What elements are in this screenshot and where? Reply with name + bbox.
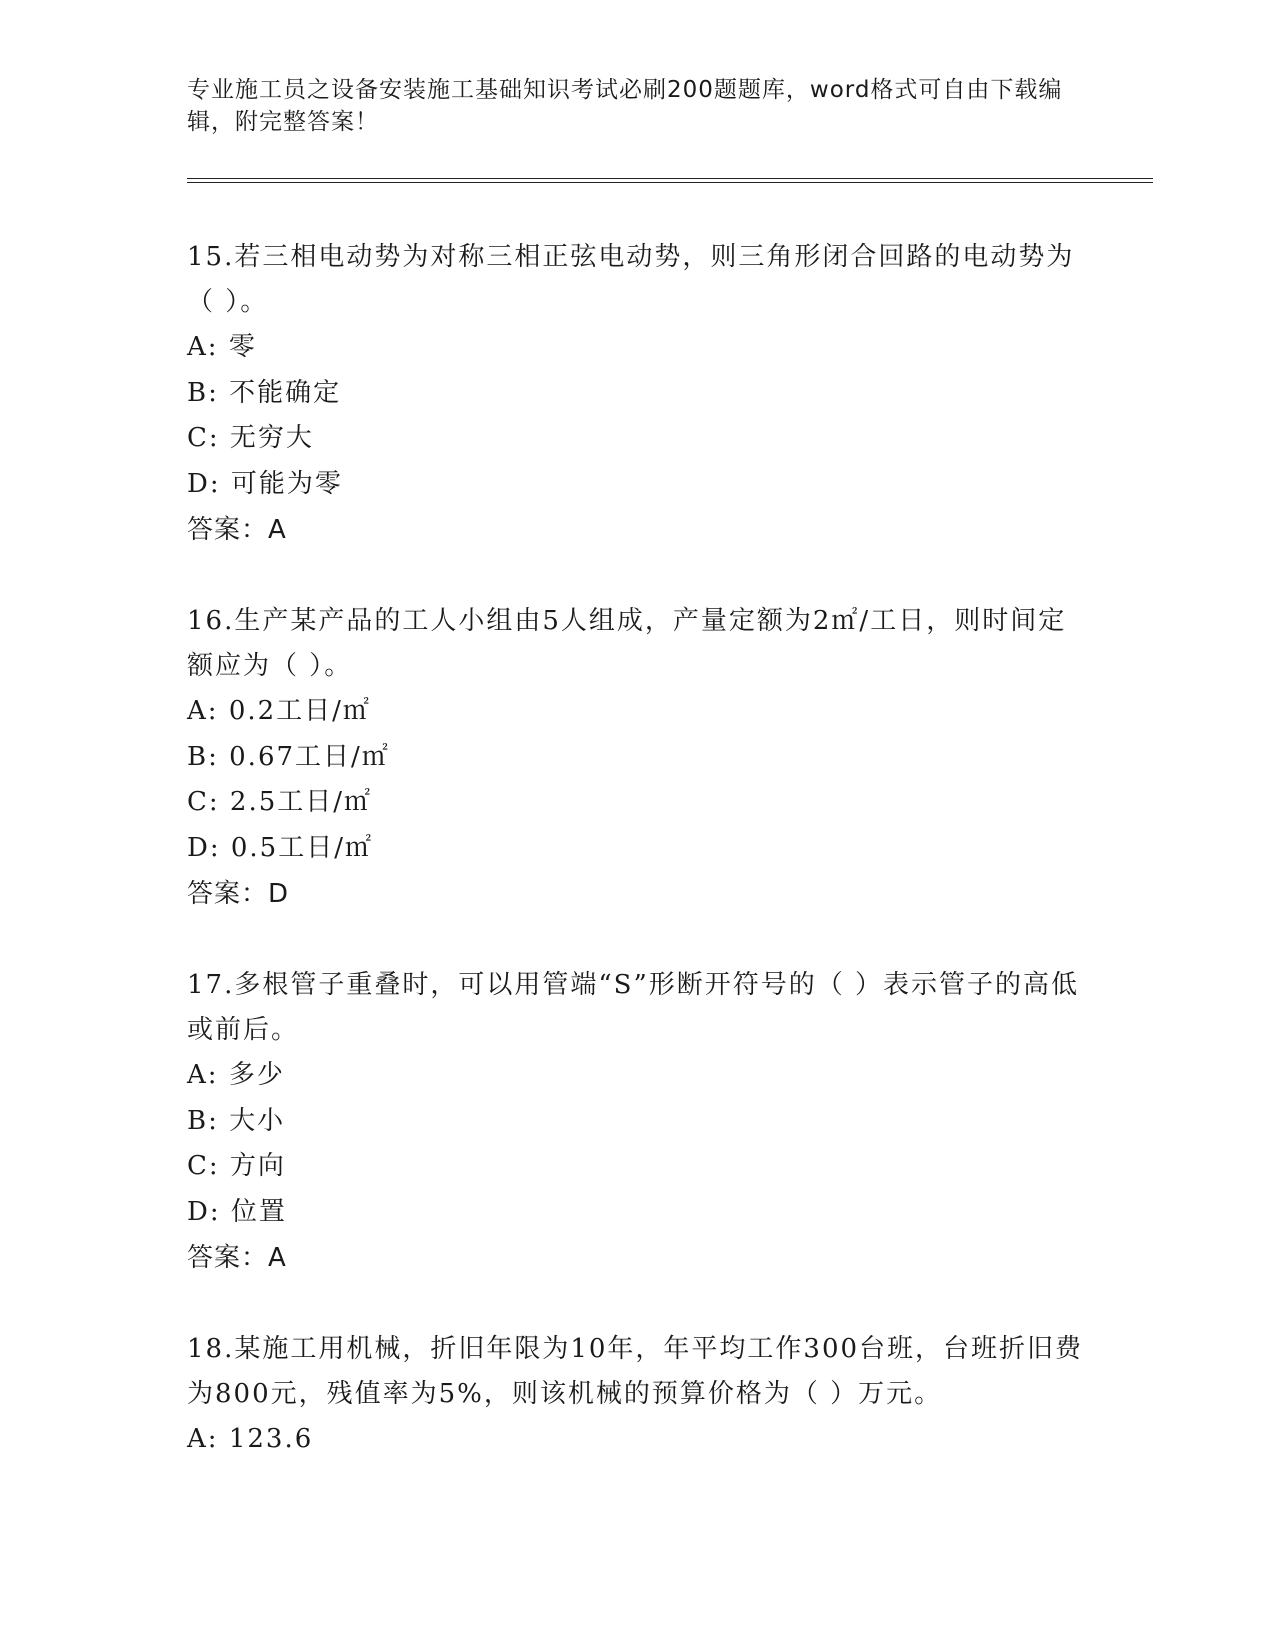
option-letter: B: bbox=[187, 377, 219, 408]
option-letter: D: bbox=[187, 468, 221, 499]
option-letter: D: bbox=[187, 1196, 221, 1227]
option-d bbox=[187, 1190, 1087, 1236]
option-text: 无穷大 bbox=[229, 423, 314, 453]
question-text: 18.某施工用机械，折旧年限为10年，年平均工作300台班，台班折旧费为800元，残值率为5%，则该机械的预算价格为（ ）万元。 bbox=[187, 1334, 1084, 1409]
option-letter: B: bbox=[187, 741, 219, 772]
option-letter: B: bbox=[187, 1105, 219, 1136]
option-letter: C: bbox=[187, 423, 220, 453]
option-b bbox=[187, 371, 1087, 417]
option-c bbox=[187, 416, 1087, 462]
option-letter: C: bbox=[187, 787, 220, 817]
option-c bbox=[187, 1144, 1087, 1190]
option-c bbox=[187, 780, 1087, 826]
option-b bbox=[187, 1099, 1087, 1145]
question-18 bbox=[187, 1327, 1087, 1463]
option-b bbox=[187, 735, 1087, 781]
option-a bbox=[187, 689, 1087, 735]
question-text: 15.若三相电动势为对称三相正弦电动势，则三角形闭合回路的电动势为（ ）。 bbox=[187, 242, 1075, 317]
answer-line: 答案：A bbox=[187, 1243, 287, 1273]
document-header: 专业施工员之设备安装施工基础知识考试必刷200题题库，word格式可自由下载编辑，附完整答案！ bbox=[187, 77, 1063, 135]
option-text: 0.5工日/㎡ bbox=[230, 832, 373, 863]
option-text: 不能确定 bbox=[229, 377, 342, 408]
question-text: 17.多根管子重叠时，可以用管端“S”形断开符号的（ ）表示管子的高低或前后。 bbox=[187, 970, 1080, 1045]
option-text: 方向 bbox=[229, 1151, 286, 1181]
option-letter: A: bbox=[187, 1060, 219, 1090]
option-d bbox=[187, 826, 1087, 872]
option-d bbox=[187, 462, 1087, 508]
option-text: 位置 bbox=[230, 1196, 287, 1227]
option-text: 大小 bbox=[229, 1105, 286, 1136]
question-text: 16.生产某产品的工人小组由5人组成，产量定额为2㎡/工日，则时间定额应为（ ）。 bbox=[187, 606, 1067, 681]
option-letter: D: bbox=[187, 832, 221, 863]
option-letter: A: bbox=[187, 696, 219, 726]
header-divider-bottom bbox=[187, 182, 1153, 183]
option-letter: A: bbox=[187, 1424, 219, 1454]
option-text: 123.6 bbox=[228, 1424, 314, 1454]
question-17 bbox=[187, 963, 1087, 1281]
option-text: 可能为零 bbox=[230, 468, 343, 499]
option-a bbox=[187, 1417, 1087, 1463]
answer-line: 答案：D bbox=[187, 879, 290, 909]
option-letter: A: bbox=[187, 332, 219, 362]
question-16 bbox=[187, 599, 1087, 917]
option-a bbox=[187, 325, 1087, 371]
question-15 bbox=[187, 235, 1087, 553]
option-text: 多少 bbox=[228, 1060, 285, 1090]
option-text: 2.5工日/㎡ bbox=[229, 787, 373, 817]
answer-line: 答案：A bbox=[187, 515, 287, 545]
option-text: 零 bbox=[228, 332, 257, 362]
option-text: 0.67工日/㎡ bbox=[229, 741, 390, 772]
option-a bbox=[187, 1053, 1087, 1099]
option-letter: C: bbox=[187, 1151, 220, 1181]
option-text: 0.2工日/㎡ bbox=[228, 696, 371, 726]
header-divider-top bbox=[187, 178, 1153, 179]
